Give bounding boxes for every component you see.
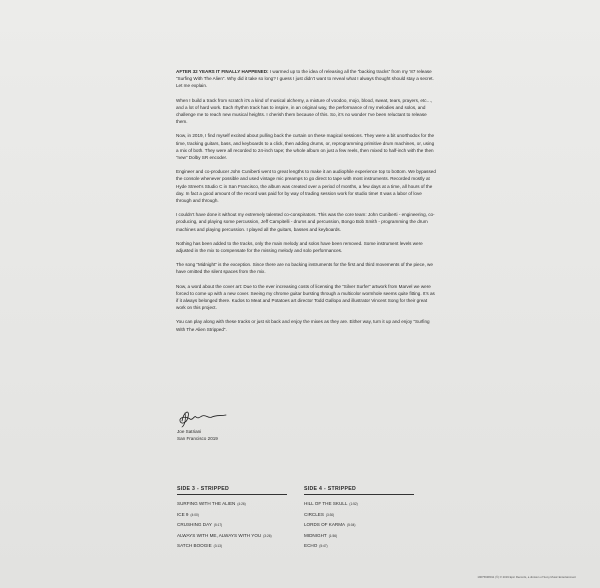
track-item	[304, 499, 414, 510]
track-title: CIRCLES	[304, 511, 324, 517]
track-item	[177, 531, 287, 542]
side-3-title: SIDE 3 - STRIPPED	[177, 486, 287, 495]
lead-text: I warmed up to the idea of releasing all the “backing tracks” from my ’87 release “Surfing With The Alien”. Why did it take so long? I guess I just didn’t want to reveal what I always thought should stay a secret. Let me explain.	[176, 69, 434, 89]
side-4-title: SIDE 4 - STRIPPED	[304, 486, 414, 495]
track-item	[177, 510, 287, 521]
track-duration: (4:00)	[190, 512, 199, 517]
copyright-line: 19075938011 (©) ℗ 2019 Epic Records, a division of Sony Music Entertainment	[477, 575, 576, 579]
track-duration: (5:47)	[319, 544, 328, 549]
track-title: SATCH BOOGIE	[177, 543, 212, 549]
signature-place: San Francisco 2019	[177, 436, 218, 442]
tracklist-side-4	[304, 486, 414, 552]
liner-paragraph-9: You can play along with these tracks or just sit back and enjoy the mixes as they are. Either way, turn it up and enjoy “Surfing With The Alien Stripped”.	[176, 319, 430, 332]
track-item	[304, 510, 414, 521]
liner-paragraph-3: Now, in 2019, I find myself excited about pulling back the curtain on these magical sessions. They were a bit unorthodox for the time, tracking guitars, bass, and keyboards to a click, then adding drums, or, reprogramming primitive drum machines, or, using a mix of both. They were all recorded to 24-inch tape; the whole album on just a few reels, then mixed to half-inch with the then “new” Dolby SR encoder.	[176, 133, 435, 161]
track-duration: (3:30)	[325, 512, 335, 517]
track-title: ICE 9	[177, 511, 189, 517]
track-duration: (3:13)	[213, 544, 222, 549]
track-title: MIDNIGHT	[304, 532, 327, 538]
track-item	[177, 541, 287, 552]
liner-paragraph-5: I couldn’t have done it without my extremely talented co-conspirators. This was the core team: John Cuniberti - engineering, co-producing, and playing some percussion, Jeff Campitelli - drums and percussion, Bongo Bob Smith - programming the drum machines and playing percussion. I played all the guitars, basses and keyboards.	[176, 212, 435, 232]
track-title: LORDS OF KARMA	[304, 522, 346, 528]
track-title: ALWAYS WITH ME, ALWAYS WITH YOU	[177, 532, 262, 538]
signature-name: Joe Satriani	[177, 429, 202, 434]
signature-block	[177, 428, 218, 442]
track-duration: (4:26)	[237, 502, 246, 506]
track-title: HILL OF THE SKULL	[304, 501, 348, 506]
liner-paragraph-7: The song “Midnight” is the exception. Since there are no backing instruments for the first and third movements of the piece, we have omitted the silent spaces from the mix.	[176, 262, 433, 275]
liner-paragraph-8: Now, a word about the cover art: Due to the ever increasing costs of licensing the “Silver Surfer” artwork from Marvel we were forced to come up with a new cover. Seeing my chrome guitar bursting through a multicolor wormhole seems quite fitting. It’s as if it always belonged there. Kudos to Meat and Potatoes art director Todd Gallopo and illustrator Vincent Song for their great work on this project.	[176, 283, 435, 311]
liner-paragraph-6: Nothing has been added to the tracks, only the main melody and solos have been removed. Some instrument levels were adjusted in the mix to compensate for the missing melody and solo performances.	[176, 240, 423, 254]
track-duration: (5:17)	[213, 523, 223, 528]
liner-paragraph-4: Engineer and co-producer John Cuniberti went to great lengths to make it an audiophile experience top to bottom. We bypassed the console whenever possible and used vintage mic preamps to go direct to tape with most instruments. Recorded mostly at Hyde Street’s Studio C in San Francisco, the album was created over a period of months, a few days at a time, all hours of the day. In fact a good amount of the record was paid for by way of trading session work for studio time! It was a labor of love through and through.	[176, 169, 436, 204]
track-title: CRUSHING DAY	[177, 522, 212, 528]
track-item	[177, 520, 287, 531]
signature	[176, 407, 236, 429]
track-duration: (5:04)	[347, 523, 356, 528]
track-item	[304, 541, 414, 552]
lead-heading: AFTER 32 YEARS IT FINALLY HAPPENED:	[176, 69, 269, 74]
track-item	[304, 531, 414, 542]
tracklist-side-3	[177, 486, 287, 552]
track-duration: (1:56)	[328, 533, 338, 538]
track-title: SURFING WITH THE ALIEN	[177, 501, 236, 506]
liner-paragraph-2: When I build a track from scratch it’s a kind of musical alchemy, a mixture of voodoo, mojo, blood, sweat, tears, prayers, etc…, and a lot of hard work. Each rhythm track has to inspire, in an original way, the performance of my melodies and solos, and challenge me to reach new musical heights. I cherish them because of this. So, it’s no wonder I’ve been reluctant to release them.	[176, 97, 433, 125]
liner-notes	[176, 68, 436, 340]
track-item	[177, 499, 287, 510]
track-title: ECHO	[304, 543, 318, 549]
track-item	[304, 520, 414, 531]
liner-paragraph-1	[176, 68, 436, 90]
track-duration: (3:26)	[263, 533, 272, 538]
track-duration: (1:52)	[349, 502, 358, 506]
